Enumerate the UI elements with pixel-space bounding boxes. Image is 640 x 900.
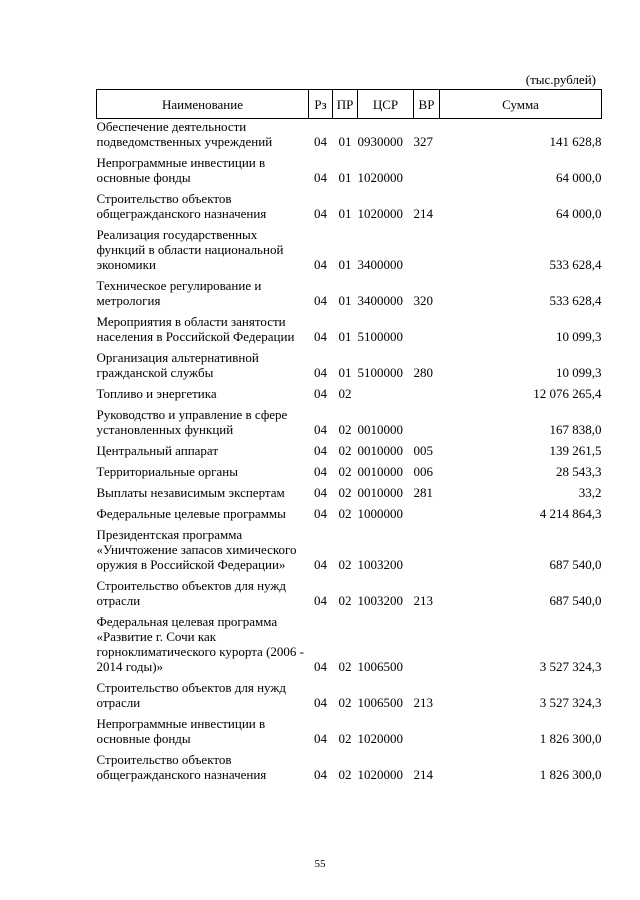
page-number: 55 (314, 858, 326, 870)
cell-csr: 1003200 (357, 593, 403, 608)
cell-rz: 04 (314, 593, 327, 608)
cell-pr: 02 (338, 386, 352, 401)
cell-csr: 1000000 (357, 506, 403, 521)
cell-pr: 01 (338, 170, 352, 185)
cell-sum: 687 540,0 (549, 593, 602, 608)
cell-rz: 04 (314, 134, 327, 149)
cell-pr: 02 (338, 695, 352, 710)
cell-vr: 280 (413, 365, 433, 380)
cell-sum: 4 214 864,3 (539, 506, 602, 521)
cell-rz: 04 (314, 485, 327, 500)
cell-name: Федеральная целевая программа «Развитие г. Сочи как горноклиматического курорта (2006 - 2014 годы)» (96, 614, 304, 674)
cell-sum: 533 628,4 (549, 293, 602, 308)
cell-pr: 01 (338, 293, 352, 308)
table-row (97, 680, 602, 716)
cell-vr (414, 527, 440, 578)
cell-pr: 01 (338, 134, 352, 149)
header-vr: ВР (414, 90, 440, 119)
cell-pr: 02 (338, 767, 352, 782)
cell-pr: 02 (338, 506, 352, 521)
cell-sum: 1 826 300,0 (539, 731, 602, 746)
cell-name: Строительство объектов для нужд отрасли (96, 578, 286, 608)
cell-pr: 02 (338, 464, 352, 479)
budget-table (96, 89, 602, 788)
cell-sum: 3 527 324,3 (539, 695, 602, 710)
table-row (97, 485, 602, 506)
table-row (97, 614, 602, 680)
header-csr: ЦСР (358, 90, 414, 119)
table-row (97, 716, 602, 752)
cell-csr: 0010000 (357, 464, 403, 479)
cell-sum: 28 543,3 (556, 464, 602, 479)
table-header (97, 90, 602, 119)
cell-rz: 04 (314, 443, 327, 458)
cell-name: Строительство объектов для нужд отрасли (96, 680, 286, 710)
cell-csr: 3400000 (357, 257, 403, 272)
cell-name: Непрограммные инвестиции в основные фонды (96, 155, 266, 185)
cell-name: Территориальные органы (96, 464, 238, 479)
cell-csr: 0010000 (357, 485, 403, 500)
cell-pr: 02 (338, 443, 352, 458)
table-row (97, 578, 602, 614)
cell-rz: 04 (314, 293, 327, 308)
cell-name: Реализация государственных функций в области национальной экономики (96, 227, 284, 272)
cell-vr: 213 (413, 695, 433, 710)
header-pr: ПР (333, 90, 358, 119)
cell-sum: 167 838,0 (549, 422, 602, 437)
cell-csr: 1006500 (357, 659, 403, 674)
table-row (97, 386, 602, 407)
cell-vr (414, 506, 440, 527)
cell-name: Строительство объектов общегражданского назначения (96, 752, 267, 782)
table-row (97, 350, 602, 386)
cell-name: Федеральные целевые программы (96, 506, 286, 521)
cell-pr: 02 (338, 485, 352, 500)
cell-rz: 04 (314, 170, 327, 185)
cell-rz: 04 (314, 695, 327, 710)
table-row (97, 155, 602, 191)
cell-rz: 04 (314, 386, 327, 401)
cell-name: Центральный аппарат (96, 443, 219, 458)
cell-name: Президентская программа «Уничтожение запасов химического оружия в Российской Федерации» (96, 527, 297, 572)
table-body (97, 119, 602, 789)
cell-name: Непрограммные инвестиции в основные фонды (96, 716, 266, 746)
cell-vr: 281 (413, 485, 433, 500)
cell-sum: 64 000,0 (556, 206, 602, 221)
cell-name: Организация альтернативной гражданской службы (96, 350, 259, 380)
cell-name: Топливо и энергетика (96, 386, 217, 401)
table-row (97, 527, 602, 578)
header-sum: Сумма (440, 90, 602, 119)
cell-vr: 005 (413, 443, 433, 458)
cell-csr: 1003200 (357, 557, 403, 572)
cell-rz: 04 (314, 257, 327, 272)
cell-csr: 0010000 (357, 422, 403, 437)
cell-rz: 04 (314, 422, 327, 437)
cell-vr (414, 407, 440, 443)
cell-name: Строительство объектов общегражданского назначения (96, 191, 267, 221)
cell-sum: 533 628,4 (549, 257, 602, 272)
cell-pr: 02 (338, 659, 352, 674)
cell-pr: 02 (338, 593, 352, 608)
cell-sum: 33,2 (578, 485, 602, 500)
cell-rz: 04 (314, 731, 327, 746)
cell-vr (414, 614, 440, 680)
cell-rz: 04 (314, 659, 327, 674)
table-row (97, 506, 602, 527)
header-name: Наименование (97, 90, 309, 119)
cell-name: Выплаты независимым экспертам (96, 485, 285, 500)
header-rz: Рз (309, 90, 333, 119)
cell-vr: 327 (413, 134, 433, 149)
cell-csr: 5100000 (357, 365, 403, 380)
cell-name: Руководство и управление в сфере установленных функций (96, 407, 288, 437)
cell-vr (414, 386, 440, 407)
cell-csr: 0930000 (357, 134, 403, 149)
cell-csr: 1006500 (357, 695, 403, 710)
table-row (97, 443, 602, 464)
cell-sum: 10 099,3 (556, 329, 602, 344)
cell-vr: 006 (413, 464, 433, 479)
cell-sum: 12 076 265,4 (533, 386, 602, 401)
table-row (97, 278, 602, 314)
cell-csr: 5100000 (357, 329, 403, 344)
cell-csr: 1020000 (357, 170, 403, 185)
cell-name: Мероприятия в области занятости населения в Российской Федерации (96, 314, 295, 344)
cell-rz: 04 (314, 206, 327, 221)
cell-sum: 141 628,8 (549, 134, 602, 149)
cell-pr: 02 (338, 557, 352, 572)
table-row (97, 227, 602, 278)
units-caption: (тыс.рублей) (525, 72, 596, 87)
header-row (97, 90, 602, 119)
table-row (97, 119, 602, 156)
cell-sum: 64 000,0 (556, 170, 602, 185)
cell-vr (414, 227, 440, 278)
cell-csr: 1020000 (357, 731, 403, 746)
cell-vr (414, 155, 440, 191)
cell-rz: 04 (314, 329, 327, 344)
cell-sum: 1 826 300,0 (539, 767, 602, 782)
cell-name: Техническое регулирование и метрология (96, 278, 262, 308)
cell-rz: 04 (314, 557, 327, 572)
table-row (97, 191, 602, 227)
cell-rz: 04 (314, 767, 327, 782)
cell-pr: 01 (338, 365, 352, 380)
cell-rz: 04 (314, 464, 327, 479)
cell-csr: 1020000 (357, 206, 403, 221)
cell-pr: 02 (338, 731, 352, 746)
cell-rz: 04 (314, 506, 327, 521)
cell-sum: 10 099,3 (556, 365, 602, 380)
cell-vr: 320 (413, 293, 433, 308)
cell-pr: 01 (338, 257, 352, 272)
table-row (97, 464, 602, 485)
cell-rz: 04 (314, 365, 327, 380)
cell-pr: 02 (338, 422, 352, 437)
cell-csr: 0010000 (357, 443, 403, 458)
cell-vr (414, 716, 440, 752)
cell-pr: 01 (338, 206, 352, 221)
cell-csr: 1020000 (357, 767, 403, 782)
cell-vr: 213 (413, 593, 433, 608)
cell-vr: 214 (413, 206, 433, 221)
table-row (97, 752, 602, 788)
cell-sum: 3 527 324,3 (539, 659, 602, 674)
table-row (97, 314, 602, 350)
cell-csr: 3400000 (357, 293, 403, 308)
cell-name: Обеспечение деятельности подведомственных учреждений (96, 119, 273, 149)
cell-sum: 687 540,0 (549, 557, 602, 572)
cell-vr: 214 (413, 767, 433, 782)
cell-vr (414, 314, 440, 350)
cell-pr: 01 (338, 329, 352, 344)
cell-sum: 139 261,5 (549, 443, 602, 458)
cell-csr (358, 386, 414, 407)
table-row (97, 407, 602, 443)
